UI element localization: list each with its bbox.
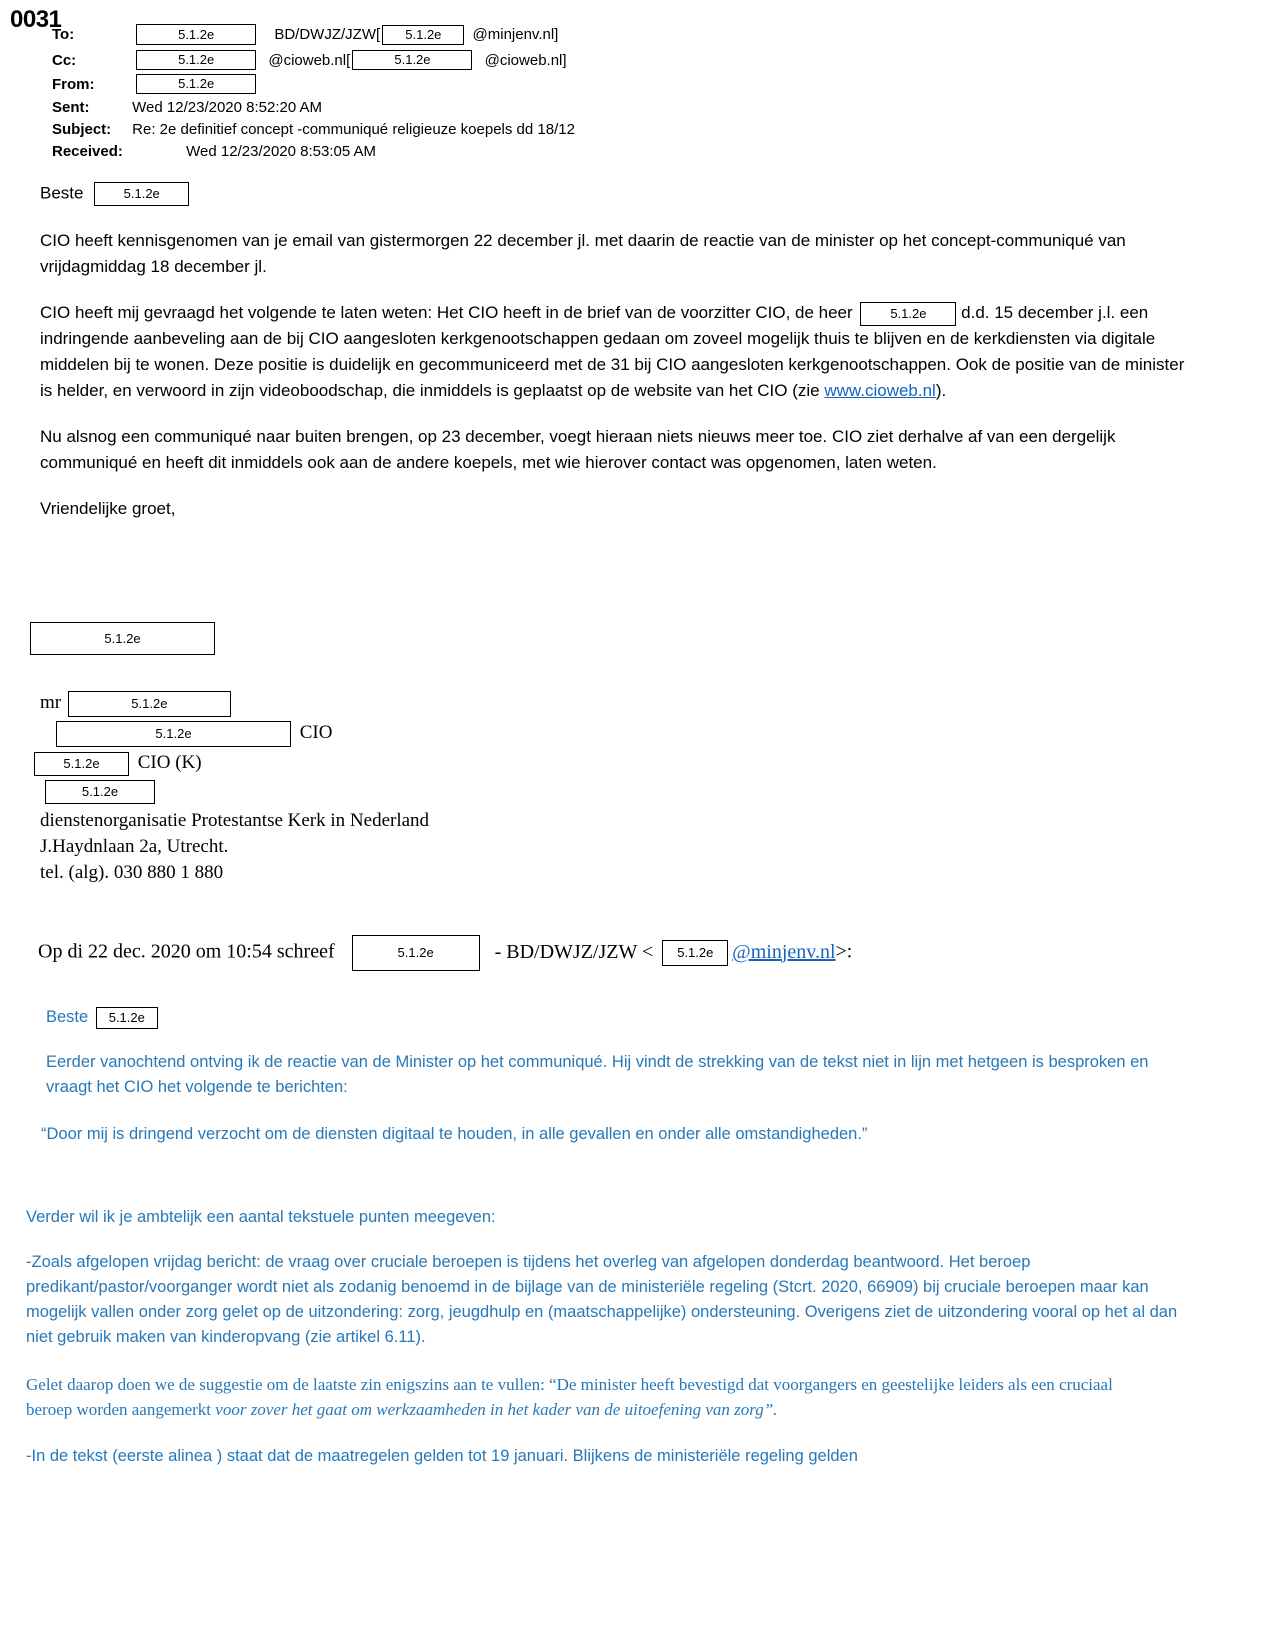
signature-title-prefix: mr — [40, 692, 62, 713]
redaction-box: 5.1.2e — [56, 721, 291, 747]
page-number: 0031 — [10, 6, 62, 33]
subject-value: Re: 2e definitief concept -communiqué religieuze koepels dd 18/12 — [132, 120, 575, 138]
redaction-box: 5.1.2e — [94, 182, 189, 206]
received-value: Wed 12/23/2020 8:53:05 AM — [186, 142, 377, 160]
sent-value: Wed 12/23/2020 8:52:20 AM — [132, 98, 323, 116]
redaction-box: 5.1.2e — [34, 752, 129, 776]
body-paragraph-2 — [40, 300, 1190, 404]
redaction-box: 5.1.2e — [30, 622, 215, 655]
signature-cio-line — [28, 720, 640, 750]
redaction-box: 5.1.2e — [662, 940, 728, 966]
redaction-box: 5.1.2e — [136, 24, 256, 45]
paragraph-2-part-c: ). — [935, 381, 947, 400]
signature-block — [40, 690, 640, 886]
cc-label: Cc: — [52, 51, 77, 69]
redaction-box: 5.1.2e — [96, 1007, 158, 1029]
quoted-bullet-1: -Zoals afgelopen vrijdag bericht: de vraag over cruciale beroepen is tijdens het overleg van afgelopen donderdag beantwoord. Het beroep predikant/pastor/voorganger wordt niet als zodanig benoemd in de bijlage van de ministeriële regeling (Stcrt. 2020, 66909) bij cruciale beroepen maar kan mogelijk vallen onder zorg gelet op de uitzondering: zorg, jeugdhulp en (maatschappelijke) ondersteuning. Overigens ziet de uitzondering vooral op het al dan niet gebruik maken van kinderopvang (zie artikel 6.11). — [26, 1253, 1178, 1346]
header-row-received — [52, 142, 376, 163]
quoted-body — [26, 1005, 1236, 1469]
header-row-sent — [52, 98, 322, 119]
email-body — [40, 182, 1240, 530]
quoted-salutation-line — [46, 1005, 1236, 1030]
paragraph-2-part-b: d.d. 15 december j.l. een indringende aanbeveling aan de bij CIO aangesloten kerkgenootschappen gedaan om zoveel mogelijk thuis te blijven en de kerkdiensten via digitale middelen bij te wonen. Deze positie is duidelijk en gecommuniceerd met de 31 bij CIO aangesloten kerkgenootschappen. Ook de positie van de minister is helder, en verwoord in zijn videoboodschap, die inmiddels is geplaatst op de website van het CIO (zie — [40, 303, 1185, 400]
redaction-box: 5.1.2e — [136, 74, 256, 94]
quoted-bullet-3: -In de tekst (eerste alinea ) staat dat de maatregelen gelden tot 19 januari. Blijkens de ministeriële regeling gelden — [26, 1447, 858, 1465]
quoted-salutation-text: Beste — [46, 1008, 89, 1026]
quoted-bullet-2 — [26, 1372, 1146, 1422]
signature-ciok-text: CIO (K) — [137, 752, 202, 773]
closing-line: Vriendelijke groet, — [40, 499, 176, 518]
quoted-bullet-2-italic: voor zover het gaat om werkzaamheden in het kader van de uitoefening van zorg”. — [215, 1400, 778, 1419]
redaction-box: 5.1.2e — [382, 25, 464, 45]
cc-value-2: @cioweb.nl] — [484, 51, 567, 69]
to-value-2: @minjenv.nl] — [472, 26, 559, 43]
header-row-subject — [52, 120, 575, 141]
redaction-box: 5.1.2e — [136, 50, 256, 70]
signature-title-line — [40, 690, 640, 720]
signature-cio-text: CIO — [299, 722, 333, 743]
quoted-bullet-2-text: Gelet daarop doen we de suggestie om de laatste zin enigszins aan te vullen: “De minister heeft bevestigd dat voorgangers en geestelijke leiders als een cruciaal beroep worden aangemerkt — [26, 1375, 1113, 1419]
quoted-quote: “Door mij is dringend verzocht om de diensten digitaal te houden, in alle gevallen en onder alle omstandigheden.” — [41, 1125, 868, 1143]
quoted-paragraph-2: Verder wil ik je ambtelijk een aantal tekstuele punten meegeven: — [26, 1208, 496, 1226]
cioweb-link[interactable]: www.cioweb.nl — [824, 381, 936, 400]
subject-label: Subject: — [52, 120, 112, 138]
salutation-line — [40, 182, 1240, 206]
signature-address: J.Haydnlaan 2a, Utrecht. — [40, 836, 229, 857]
redaction-box: 5.1.2e — [860, 302, 956, 326]
signature-org: dienstenorganisatie Protestantse Kerk in Nederland — [40, 810, 430, 831]
salutation-text: Beste — [40, 183, 84, 203]
redaction-box: 5.1.2e — [352, 50, 472, 70]
body-paragraph-3: Nu alsnog een communiqué naar buiten brengen, op 23 december, voegt hieraan niets nieuws meer toe. CIO ziet derhalve af van een dergelijk communiqué en heeft dit inmiddels ook aan de andere koepels, met wie hierover contact was opgenomen, laten weten. — [40, 427, 1116, 472]
quoted-intro-part-a: Op di 22 dec. 2020 om 10:54 schreef — [38, 940, 335, 963]
redaction-box: 5.1.2e — [68, 691, 231, 717]
signature-redaction-line — [40, 778, 640, 808]
quoted-intro-part-c: >: — [835, 940, 853, 963]
body-paragraph-1: CIO heeft kennisgenomen van je email van gistermorgen 22 december jl. met daarin de reactie van de minister op het concept-communiqué van vrijdagmiddag 18 december jl. — [40, 231, 1126, 276]
quoted-intro-line — [38, 935, 1218, 971]
received-label: Received: — [52, 142, 123, 160]
signature-ciok-line — [28, 750, 640, 778]
from-label: From: — [52, 75, 95, 93]
signature-phone: tel. (alg). 030 880 1 880 — [40, 862, 224, 883]
to-label: To: — [52, 26, 75, 43]
header-row-to — [52, 24, 558, 45]
redaction-box: 5.1.2e — [352, 935, 480, 971]
minjenv-link[interactable]: @minjenv.nl — [732, 940, 836, 963]
quoted-intro-part-b: - BD/DWJZ/JZW < — [494, 940, 654, 963]
paragraph-2-part-a: CIO heeft mij gevraagd het volgende te laten weten: Het CIO heeft in de brief van de voorzitter CIO, de heer — [40, 303, 853, 322]
quoted-paragraph-1: Eerder vanochtend ontving ik de reactie van de Minister op het communiqué. Hij vindt de strekking van de tekst niet in lijn met hetgeen is besproken en vraagt het CIO het volgende te berichten: — [46, 1053, 1149, 1096]
header-row-from — [52, 74, 256, 95]
sent-label: Sent: — [52, 98, 90, 116]
cc-value-1: @cioweb.nl[ — [268, 51, 351, 69]
header-row-cc — [52, 50, 567, 71]
to-value-1: BD/DWJZ/JZW[ — [274, 26, 381, 43]
redaction-box: 5.1.2e — [45, 780, 155, 804]
